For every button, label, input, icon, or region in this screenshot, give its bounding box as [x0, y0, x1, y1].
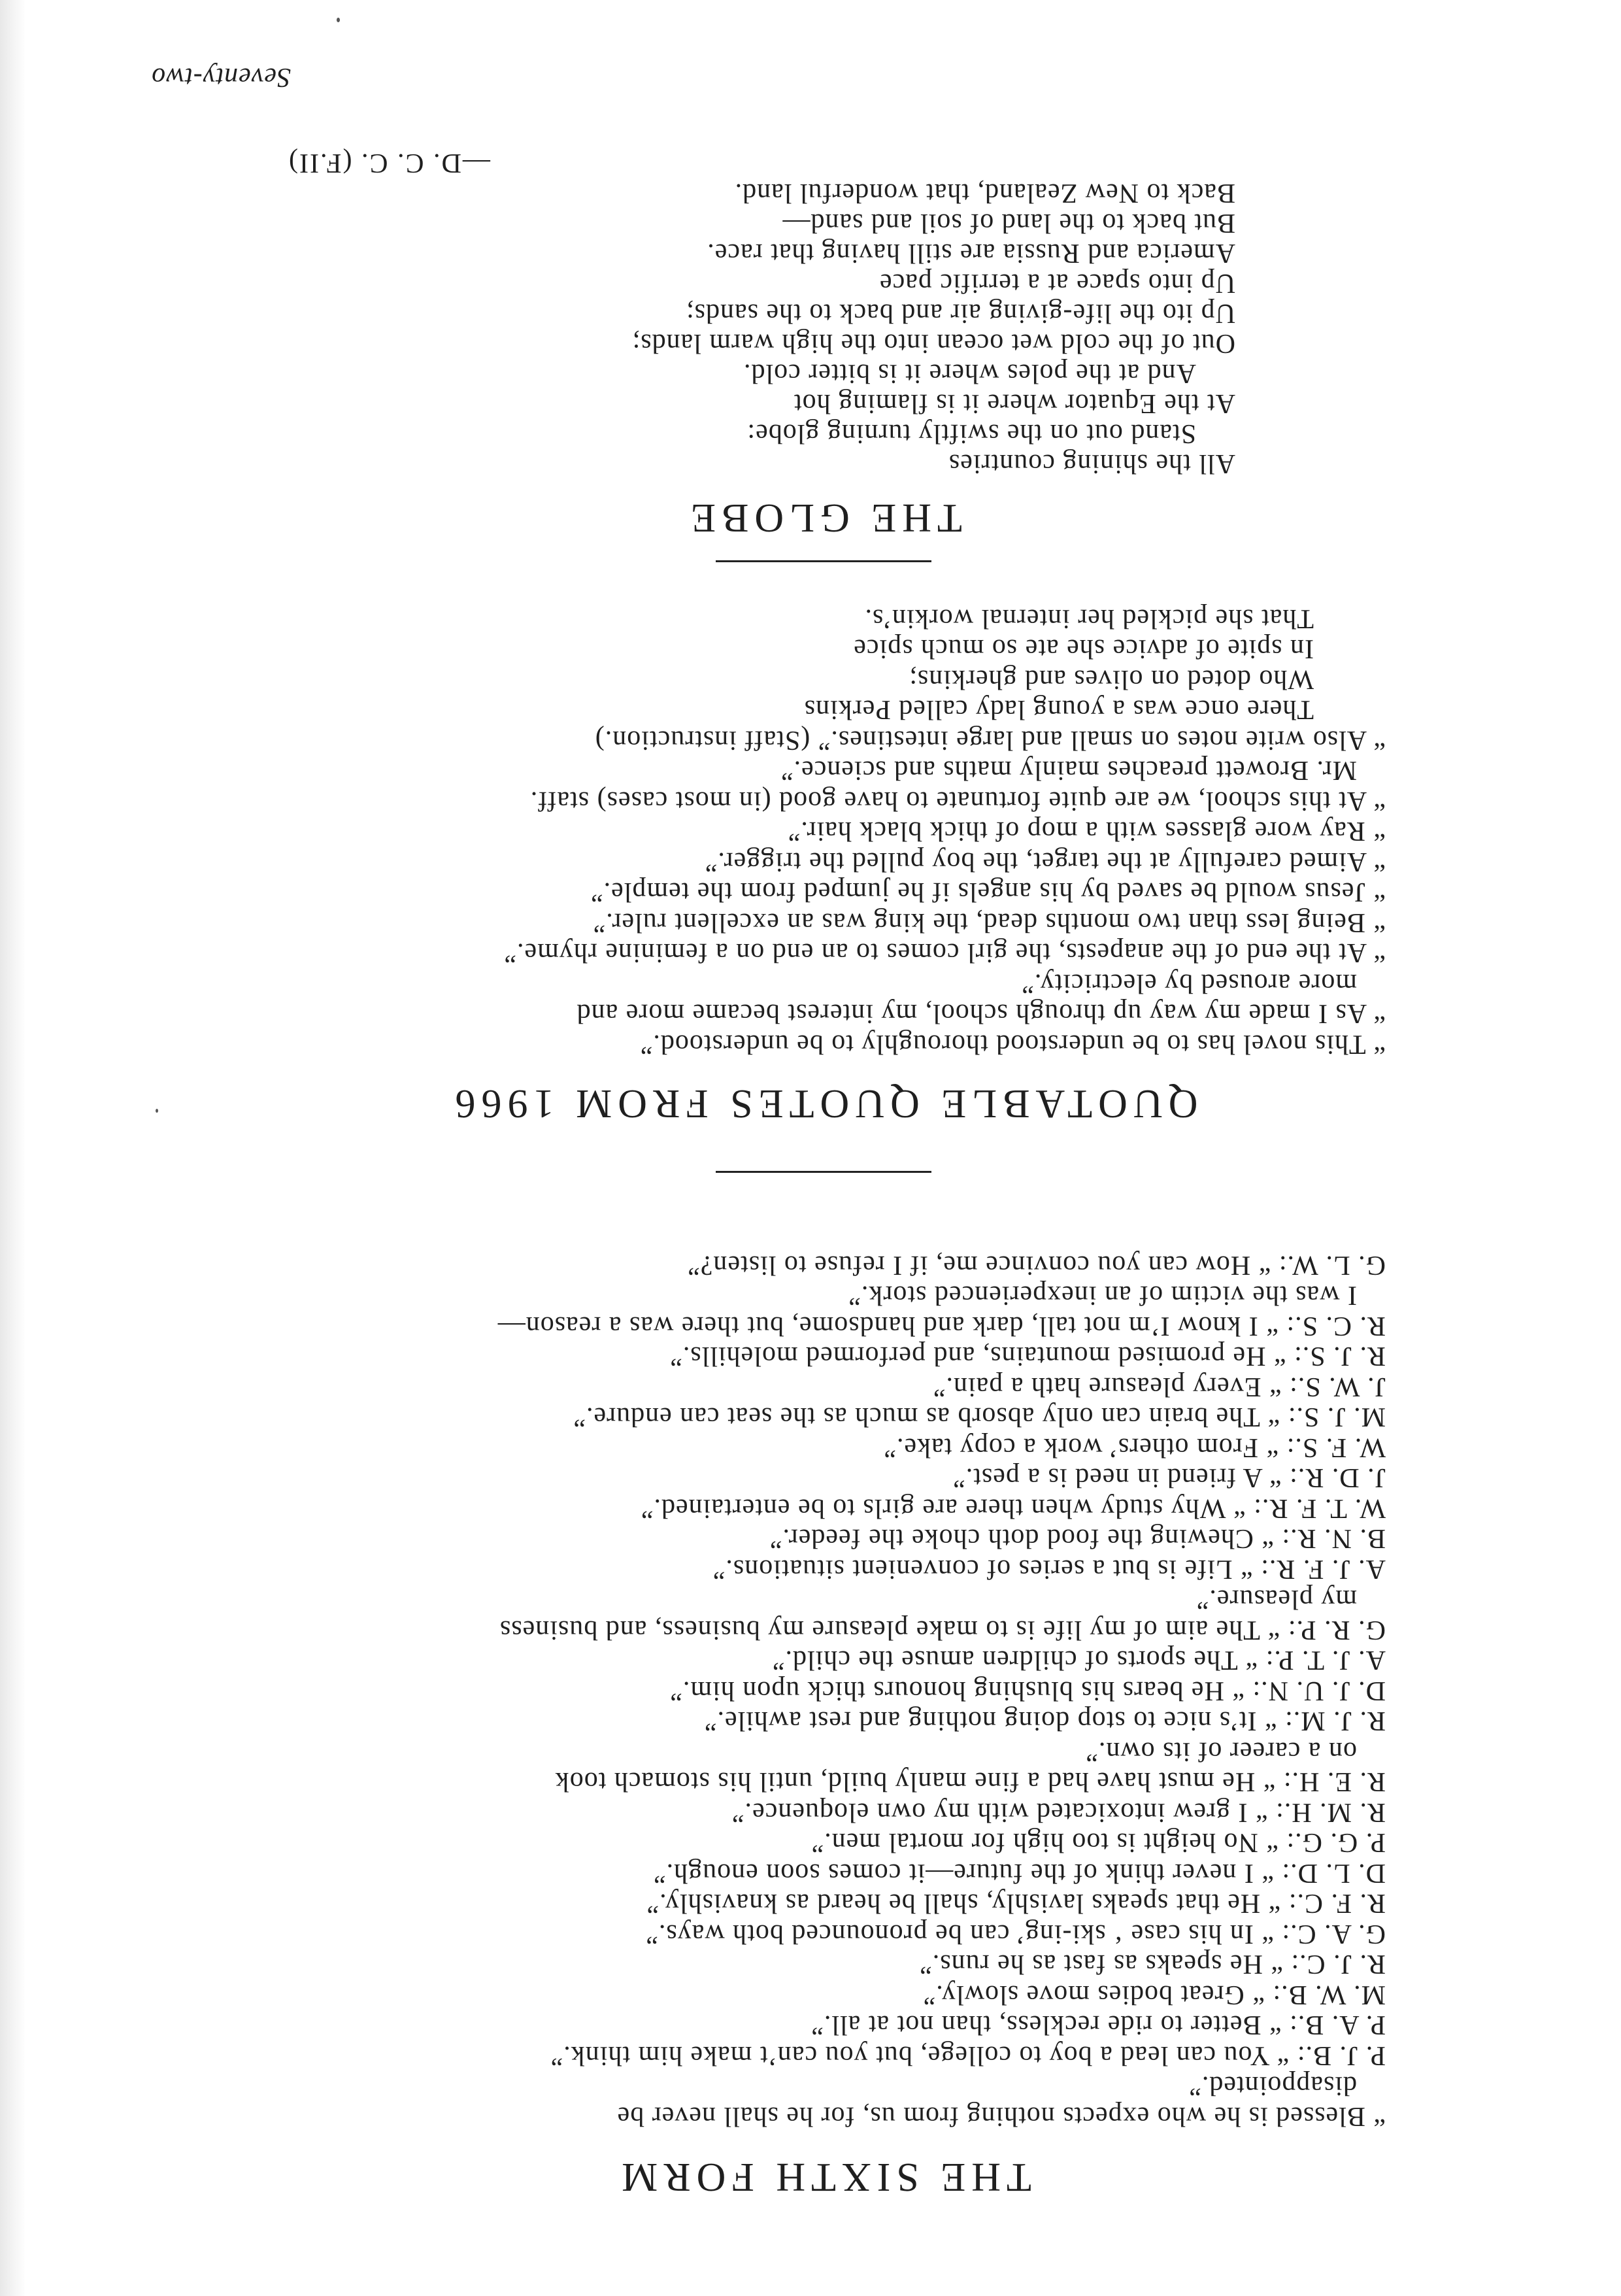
limerick-line: Who doted on olives and gherkins; [909, 664, 1314, 694]
quote-line: my pleasure.” [1195, 1584, 1357, 1615]
section-divider [261, 1171, 1386, 1173]
quotable-quotes-heading: QUOTABLE QUOTES FROM 1966 [449, 1081, 1198, 1126]
quote-line: R. M. H.: “ I grew intoxicated with my own eloquence.” [731, 1797, 1386, 1827]
quote-line: J. D. R.: “ A friend in need is a pest.” [952, 1462, 1386, 1493]
sixth-form-section [261, 1249, 1386, 2199]
quote-line: G. R. P.: “ The aim of my life is to make pleasure my business, and business [499, 1614, 1386, 1645]
quote-line: A. J. F. R.: “ Life is but a series of convenient situations.” [712, 1553, 1386, 1584]
poem-line: America and Russia are still having that race. [707, 237, 1235, 268]
section-divider [261, 560, 1386, 562]
quote-line: “ Ray wore glasses with a mop of thick black hair.” [787, 816, 1386, 847]
quote-line: more aroused by electricity.” [1021, 968, 1357, 998]
poem-line: Out of the cold wet ocean into the high warm lands; [631, 328, 1235, 358]
quote-line: “ Blessed is he who expects nothing from us, for he shall never be [616, 2101, 1386, 2131]
poem-line: But back to the land of soil and sand— [782, 207, 1235, 238]
limerick-line: That she pickled her internal workin’s. [864, 603, 1314, 633]
quote-line: D. L. D.: “ I never think of the future—it comes soon enough.” [652, 1857, 1386, 1888]
quote-line: P. J. B.: “ You can lead a boy to college, but you can’t make him think.” [550, 2040, 1386, 2070]
quote-line: on a career of its own.” [1085, 1736, 1357, 1766]
quote-line: I was the victim of an inexperienced stork.” [848, 1280, 1357, 1311]
quote-line: M. W. B.: “ Great bodies move slowly.” [922, 1979, 1386, 2010]
poem-line: All the shining countries [948, 448, 1235, 479]
scan-speck [337, 18, 340, 22]
page-number: Seventy-two [151, 62, 291, 92]
scan-edge-shadow [0, 0, 26, 2296]
divider-rule [716, 1171, 931, 1173]
globe-heading: THE GLOBE [685, 496, 962, 540]
poem-line: Up ito the life-giving air and back to the sands; [686, 297, 1235, 328]
sixth-form-heading: THE SIXTH FORM [616, 2155, 1031, 2199]
quote-line: “ Being less than two months dead, the king was an excellent ruler.” [592, 907, 1386, 937]
quote-line: Mr. Browett preaches mainly maths and science.” [780, 755, 1357, 786]
quote-line: M. J. S.: “ The brain can only absorb as much as the seat can endure.” [573, 1402, 1386, 1432]
quote-line: “ This novel has to be understood thoroughly to be understood.” [639, 1028, 1386, 1059]
poem-line: Stand out on the swiftly turning globe: [746, 418, 1196, 448]
quote-line: P. A. B.: “ Better to ride reckless, than not at all.” [811, 2010, 1386, 2040]
quote-line: “ Also write notes on small and large intestines.” (Staff instruction.) [594, 724, 1386, 755]
quote-line: J. W. S.: “ Every pleasure hath a pain.” [932, 1371, 1386, 1402]
quote-line: R. E. H.: “ He must have had a fine manly build, until his stomach took [554, 1766, 1386, 1797]
quote-line: R. C. S.: “ I know I’m not tall, dark and handsome, but there was a reason— [497, 1310, 1386, 1341]
quote-line: P. G. G.: “ No height is too high for mortal men.” [811, 1827, 1386, 1858]
divider-rule [716, 560, 931, 562]
quote-line: R. F. C.: “ He that speaks lavishly, shall be heard as knavishly.” [646, 1888, 1386, 1919]
quote-line: disappointed.” [1188, 2070, 1357, 2101]
quote-line: R. J. C.: “ He speaks as fast as he runs.” [919, 1949, 1386, 1980]
quote-line: G. A. C.: “ In his case ‘ ski-ing’ can be pronounced both ways.” [645, 1918, 1386, 1949]
poem-line: And at the poles where it is bitter cold. [743, 358, 1196, 388]
quote-line: “ As I made my way up through school, my interest became more and [576, 998, 1386, 1029]
poem-signature: —D. C. C. (F.II) [288, 147, 490, 178]
poem-line: At the Equator where it is flaming hot [793, 388, 1235, 418]
quote-line: “ At the end of the anapests, the girl comes to an end on a feminine rhyme.” [503, 937, 1386, 968]
scan-speck [156, 1109, 158, 1113]
quote-line: “ Aimed carefully at the target, the boy pulled the trigger.” [704, 846, 1386, 877]
poem-line: Back to New Zealand, that wonderful land. [734, 177, 1235, 208]
quote-line: W. F. S.: “ From others’ work a copy take.” [883, 1432, 1386, 1462]
quote-line: R. J. M.: “ It’s nice to stop doing nothing and rest awhile.” [703, 1706, 1386, 1736]
quote-line: W. T. F. R.: “ Why study when there are girls to be entertained.” [640, 1493, 1386, 1523]
quote-line: B. N. R.: “ Chewing the food doth choke the feeder.” [769, 1523, 1386, 1554]
quote-line: R. J. S.: “ He promised mountains, and performed molehills.” [669, 1341, 1386, 1372]
quotable-quotes-section [261, 603, 1386, 1126]
limerick-line: There once was a young lady called Perkins [803, 694, 1314, 725]
quote-line: A. J. T. P.: “ The sports of children amuse the child.” [771, 1645, 1386, 1676]
quote-line: “ Jesus would be saved by his angels if he jumped from the temple.” [590, 877, 1386, 907]
limerick-line: In spite of advice she ate so much spice [853, 633, 1314, 664]
globe-poem-section [261, 148, 1386, 540]
quote-line: “ At this school, we are quite fortunate to have good (in most cases) staff. [529, 785, 1386, 816]
poem-line: Up into space at a terrific pace [878, 267, 1235, 298]
quote-line: D. J. U. N.: “ He bears his blushing honours thick upon him.” [669, 1675, 1386, 1706]
quote-line: G. L. W.: “ How can you convince me, if I refuse to listen?” [687, 1249, 1386, 1280]
